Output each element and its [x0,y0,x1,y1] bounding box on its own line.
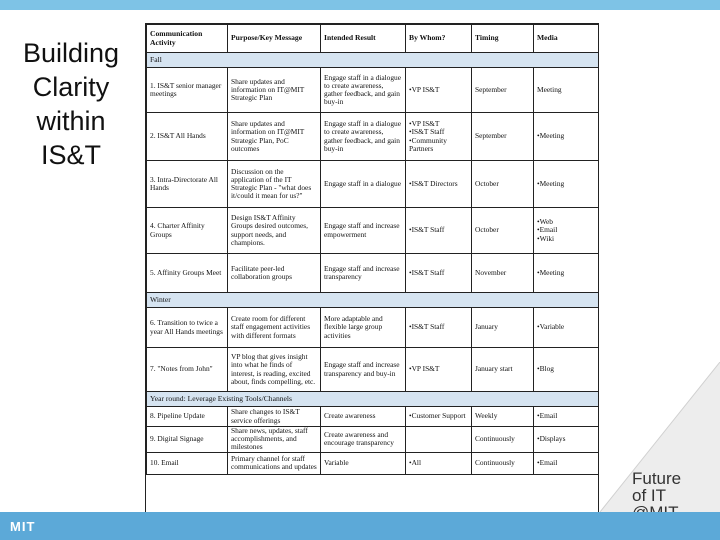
cell-by-whom [406,113,472,161]
cell-timing: September [472,68,534,113]
table-row [147,348,599,392]
title-line: within [36,106,106,136]
media-item: • Displays [537,435,595,443]
cell-media: Meeting [534,68,599,113]
title-line: Clarity [32,72,110,102]
cell-result: Engage staff and increase transparency [321,254,406,293]
cell-result: Variable [321,452,406,474]
cell-timing: January start [472,348,534,392]
by-item: • IS&T Staff [409,269,468,277]
cell-activity: 1. IS&T senior manager meetings [147,68,228,113]
cell-activity: 6. Transition to twice a year All Hands meetings [147,308,228,348]
table-row [147,427,599,453]
media-item: • Web [537,218,595,226]
cell-by-whom [406,208,472,254]
cell-media [534,452,599,474]
cell-activity: 2. IS&T All Hands [147,113,228,161]
section-label-fall: Fall [147,53,599,68]
section-label-year-round: Year round: Leverage Existing Tools/Channels [147,392,599,407]
table-row [147,68,599,113]
cell-result: Engage staff and increase empowerment [321,208,406,254]
cell-purpose: Primary channel for staff communications and updates [228,452,321,474]
media-item: • Blog [537,365,595,373]
table-row [147,308,599,348]
cell-purpose: Facilitate peer-led collaboration groups [228,254,321,293]
header-purpose: Purpose/Key Message [228,25,321,53]
cell-media [534,308,599,348]
cell-timing: October [472,161,534,208]
cell-purpose: Share changes to IS&T service offerings [228,407,321,427]
cell-purpose: Share updates and information on IT@MIT Strategic Plan [228,68,321,113]
table-row [147,113,599,161]
cell-result: Create awareness [321,407,406,427]
cell-activity: 5. Affinity Groups Meet [147,254,228,293]
cell-activity: 9. Digital Signage [147,427,228,453]
cell-timing: Continuously [472,427,534,453]
header-timing: Timing [472,25,534,53]
section-row [147,392,599,407]
cell-result: Engage staff in a dialogue to create awareness, gather feedback, and gain buy-in [321,113,406,161]
cell-by-whom [406,308,472,348]
mit-logo: MIT [10,519,36,534]
cell-timing: January [472,308,534,348]
cell-by-whom [406,348,472,392]
media-item: • Email [537,412,595,420]
media-item: • Meeting [537,180,595,188]
by-item: • Community Partners [409,137,468,153]
cell-activity: 7. "Notes from John" [147,348,228,392]
cell-result: Engage staff and increase transparency and buy-in [321,348,406,392]
cell-by-whom [406,254,472,293]
table-row [147,208,599,254]
cell-timing: Continuously [472,452,534,474]
cell-media [534,254,599,293]
media-item: • Meeting [537,269,595,277]
by-item: • VP IS&T [409,365,468,373]
cell-timing: September [472,113,534,161]
header-activity: Communication Activity [147,25,228,53]
cell-timing: October [472,208,534,254]
cell-by-whom [406,452,472,474]
cell-activity: 10. Email [147,452,228,474]
header-media: Media [534,25,599,53]
header-by-whom: By Whom? [406,25,472,53]
media-item: • Email [537,459,595,467]
by-item: • IS&T Staff [409,323,468,331]
table-row [147,161,599,208]
cell-activity: 3. Intra-Directorate All Hands [147,161,228,208]
by-item: • All [409,459,468,467]
future-logo-line: Future [632,469,682,488]
table-header-row [147,25,599,53]
cell-timing: November [472,254,534,293]
table-row [147,407,599,427]
cell-result: Engage staff in a dialogue [321,161,406,208]
cell-by-whom [406,407,472,427]
cell-by-whom [406,68,472,113]
cell-purpose: VP blog that gives insight into what he finds of interest, is reading, excited about, finds compelling, etc. [228,348,321,392]
cell-purpose: Discussion on the application of the IT Strategic Plan - "what does it/could it mean for us?" [228,161,321,208]
by-item: • IS&T Staff [409,226,468,234]
by-item: • VP IS&T [409,120,468,128]
cell-by-whom [406,161,472,208]
cell-media [534,208,599,254]
cell-media [534,113,599,161]
top-accent-bar [0,0,720,10]
by-item: • VP IS&T [409,86,468,94]
table-row [147,452,599,474]
cell-media [534,348,599,392]
cell-purpose: Share updates and information on IT@MIT Strategic Plan, PoC outcomes [228,113,321,161]
cell-purpose: Design IS&T Affinity Groups desired outcomes, support needs, and champions. [228,208,321,254]
cell-activity: 8. Pipeline Update [147,407,228,427]
header-result: Intended Result [321,25,406,53]
table-row [147,254,599,293]
bottom-bar [0,512,720,540]
cell-media [534,407,599,427]
by-item: • IS&T Staff [409,128,468,136]
by-item: • Customer Support [409,412,468,420]
communication-table-container [145,23,599,514]
communication-table [146,24,599,475]
cell-result: More adaptable and flexible large group activities [321,308,406,348]
cell-purpose: Create room for different staff engagement activities with different formats [228,308,321,348]
cell-media [534,161,599,208]
media-item: • Email [537,226,595,234]
media-item: • Variable [537,323,595,331]
future-logo-line: of IT [632,486,667,505]
cell-media [534,427,599,453]
cell-result: Create awareness and encourage transparency [321,427,406,453]
title-line: IS&T [40,140,101,170]
cell-by-whom [406,427,472,453]
media-item: • Meeting [537,132,595,140]
section-label-winter: Winter [147,293,599,308]
title-line: Building [22,38,120,68]
slide-title [6,36,136,172]
media-item: • Wiki [537,235,595,243]
section-row [147,293,599,308]
cell-result: Engage staff in a dialogue to create awareness, gather feedback, and gain buy-in [321,68,406,113]
cell-activity: 4. Charter Affinity Groups [147,208,228,254]
section-row [147,53,599,68]
cell-timing: Weekly [472,407,534,427]
by-item: • IS&T Directors [409,180,468,188]
cell-purpose: Share news, updates, staff accomplishments, and milestones [228,427,321,453]
